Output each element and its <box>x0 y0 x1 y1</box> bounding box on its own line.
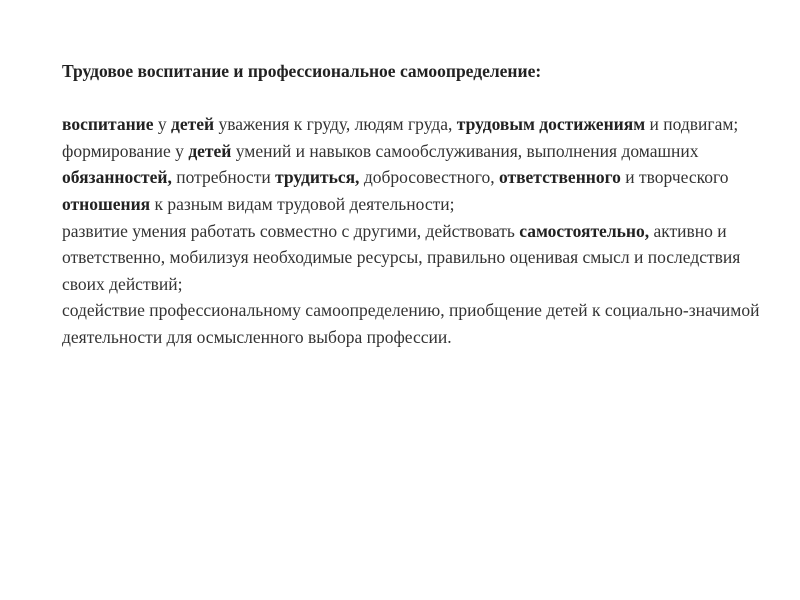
text-run: содействие профессиональному самоопределению, приобщение детей к социально-значимой деятельности для осмысленного выбора профессии. <box>62 300 760 347</box>
bold-text-run: детей <box>188 140 232 161</box>
text-run: и творческого <box>620 167 729 188</box>
bold-text-run: самостоятельно, <box>519 220 650 241</box>
bold-text-run: воспитание <box>62 114 154 135</box>
text-run: развитие умения работать совместно с другими, действовать <box>62 220 520 241</box>
text-run: у <box>153 114 172 135</box>
text-run: потребности <box>171 167 276 188</box>
body-paragraphs <box>62 111 762 350</box>
text-run: умений и навыков самообслуживания, выполнения домашних <box>231 140 699 161</box>
slide-title: Трудовое воспитание и профессиональное самоопределение: <box>62 61 542 81</box>
text-run: к разным видам трудовой деятельности; <box>150 193 455 214</box>
text-run: и подвигам; <box>645 114 739 135</box>
slide-content <box>62 58 762 351</box>
bold-text-run: отношения <box>62 193 151 214</box>
text-run: добросовестного, <box>359 167 499 188</box>
text-run: формирование у <box>62 140 189 161</box>
bold-text-run: ответственного <box>498 167 621 188</box>
text-run: уважения к груду, людям груда, <box>214 114 457 135</box>
text-run: активно и ответственно, мобилизуя необходимые ресурсы, правильно оценивая смысл и последствия своих действий; <box>62 220 741 294</box>
body-paragraph <box>62 138 762 218</box>
bold-text-run: трудовым достижениям <box>456 114 646 135</box>
body-paragraph <box>62 297 762 350</box>
bold-text-run: обязанностей, <box>62 167 172 188</box>
body-paragraph <box>62 218 762 298</box>
bold-text-run: детей <box>171 114 215 135</box>
body-paragraph <box>62 111 762 138</box>
bold-text-run: трудиться, <box>275 167 360 188</box>
